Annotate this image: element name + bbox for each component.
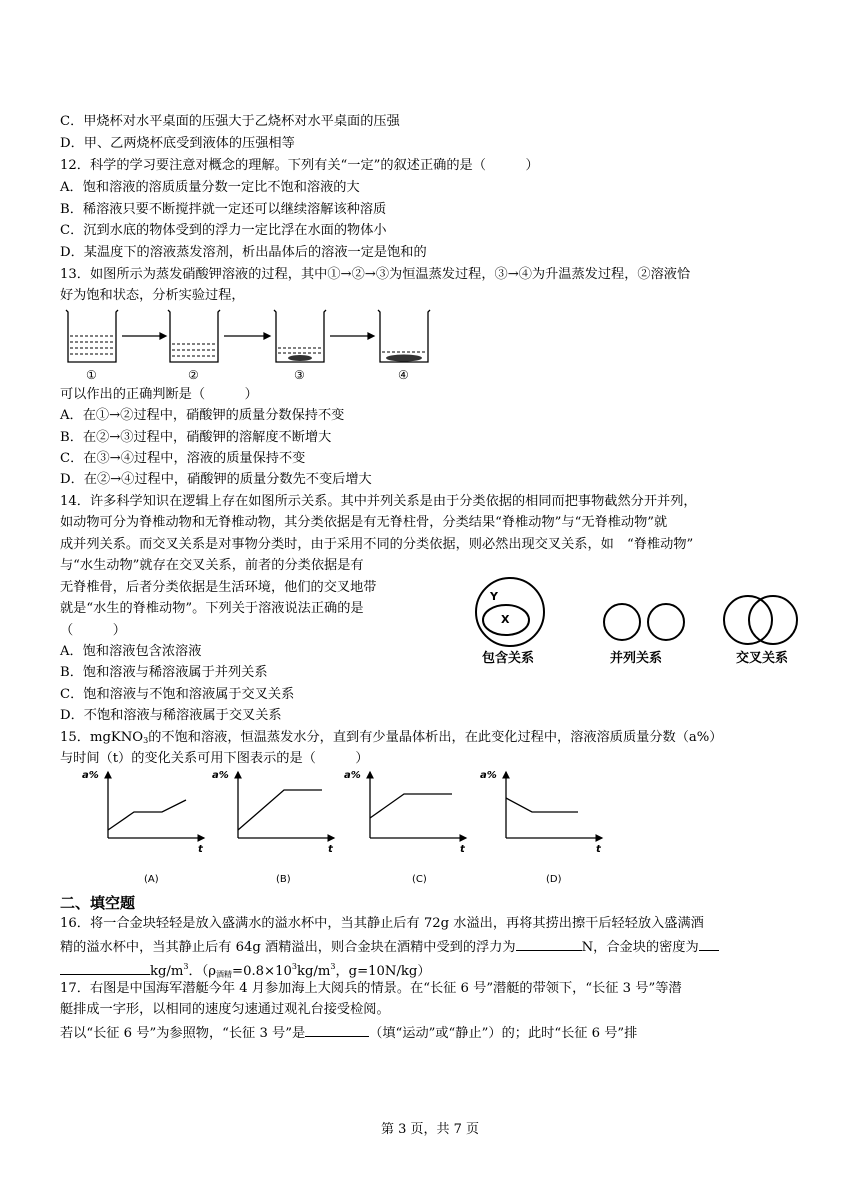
graph-b-y-label: a%: [212, 770, 229, 781]
graph-a-y-label: a%: [82, 770, 99, 781]
graph-b-label: (B): [276, 874, 291, 885]
answer-blank-density[interactable]: [60, 961, 150, 975]
option-12b: B．稀溶液只要不断搅拌就一定还可以继续溶解该种溶质: [60, 202, 387, 217]
question-17-line1: 17．右图是中国海军潜艇今年 4 月参加海上大阅兵的情景。在“长征 6 号”潜艇的带领下，“长征 3 号”等潜: [60, 981, 682, 996]
set-y-letter: Y: [490, 590, 498, 603]
question-14-line2: 如动物可分为脊椎动物和无脊椎动物，其分类依据是有无脊柱骨，分类结果“脊椎动物”与“无脊椎动物”就: [60, 515, 668, 530]
question-14-line3: 成并列关系。而交叉关系是对事物分类时，由于采用不同的分类依据，则必然出现交叉关系，如 “脊椎动物”: [60, 537, 694, 552]
graph-c-y-label: a%: [344, 770, 361, 781]
beaker-label-1: ①: [86, 368, 97, 382]
answer-blank-density-start[interactable]: [699, 937, 719, 951]
question-14-line7: （ ）: [60, 623, 126, 638]
question-17-line2: 艇排成一字形，以相同的速度匀速通过观礼台接受检阅。: [60, 1002, 390, 1017]
question-13-line2: 好为饱和状态，分析实验过程，: [60, 288, 245, 303]
question-13-line1: 13．如图所示为蒸发硝酸钾溶液的过程，其中①→②→③为恒温蒸发过程，③→④为升温蒸发过程，②溶液恰: [60, 267, 691, 282]
beaker-label-4: ④: [398, 368, 409, 382]
graph-c-label: (C): [412, 874, 427, 885]
set-x-letter: X: [501, 613, 510, 626]
question-13-line3: 可以作出的正确判断是（ ）: [60, 387, 258, 402]
option-14b: B．饱和溶液与稀溶液属于并列关系: [60, 665, 268, 680]
option-14d: D．不饱和溶液与稀溶液属于交叉关系: [60, 708, 282, 723]
question-16-line3: $kg/m^3$．（$\rho_{酒精}=0.8\times 10^3kg/m^3$，g=10N/kg）: [60, 958, 431, 984]
graph-c-x-label: t: [460, 844, 465, 855]
answer-blank-buoyancy[interactable]: [516, 937, 582, 951]
question-15-line2: 与时间（t）的变化关系可用下图表示的是（ ）: [60, 751, 369, 766]
beaker-label-2: ②: [188, 368, 199, 382]
question-15-line1: 15．mgKNO$_3$的不饱和溶液，恒温蒸发水分，直到有少量晶体析出，在此变化过程中，溶液溶质质量分数（a%）: [60, 730, 723, 745]
section-title: 二、填空题: [60, 894, 136, 912]
evaporation-beakers-figure: [60, 306, 440, 384]
option-13c: C．在③→④过程中，溶液的质量保持不变: [60, 451, 306, 466]
question-14-line4: 与“水生动物”就存在交叉关系，前者的分类依据是有: [60, 558, 364, 573]
question-16-line1: 16．将一合金块轻轻是放入盛满水的溢水杯中，当其静止后有 72g 水溢出，再将其捞出擦干后轻轻放入盛满酒: [60, 916, 704, 931]
intersection-label: 交叉关系: [736, 651, 789, 666]
relation-diagrams-figure: [468, 576, 838, 672]
mass-fraction-graphs-figure: [78, 766, 618, 890]
option-14a: A．饱和溶液包含浓溶液: [60, 644, 202, 659]
graph-d-x-label: t: [596, 844, 601, 855]
option-13b: B．在②→③过程中，硝酸钾的溶解度不断增大: [60, 430, 332, 445]
option-11c: C．甲烧杯对水平桌面的压强大于乙烧杯对水平桌面的压强: [60, 114, 400, 129]
option-12d: D．某温度下的溶液蒸发溶剂，析出晶体后的溶液一定是饱和的: [60, 245, 427, 260]
option-12c: C．沉到水底的物体受到的浮力一定比浮在水面的物体小: [60, 223, 387, 238]
graph-d-y-label: a%: [480, 770, 497, 781]
question-14-line5: 无脊椎骨，后者分类依据是生活环境，他们的交叉地带: [60, 580, 377, 595]
question-14-line6: 就是“水生的脊椎动物”。下列关于溶液说法正确的是: [60, 601, 364, 616]
graph-a-x-label: t: [198, 844, 203, 855]
question-12: 12．科学的学习要注意对概念的理解。下列有关“一定”的叙述正确的是（ ）: [60, 158, 539, 173]
question-14-line1: 14．许多科学知识在逻辑上存在如图所示关系。其中并列关系是由于分类依据的相同而把事物截然分开并列，: [60, 494, 697, 509]
page-footer: 第 3 页，共 7 页: [380, 1122, 480, 1137]
graph-b-x-label: t: [328, 844, 333, 855]
option-13a: A．在①→②过程中，硝酸钾的质量分数保持不变: [60, 408, 345, 423]
graph-a-label: (A): [144, 874, 159, 885]
answer-blank-motion[interactable]: [305, 1023, 369, 1037]
question-16-line2: 精的溢水杯中，当其静止后有 64g 酒精溢出，则合金块在酒精中受到的浮力为 N，合金块的密度为: [60, 937, 719, 957]
option-13d: D．在②→④过程中，硝酸钾的质量分数先不变后增大: [60, 472, 372, 487]
parallel-label: 并列关系: [610, 651, 663, 666]
inclusion-label: 包含关系: [482, 651, 535, 666]
question-17-line3: 若以“长征 6 号”为参照物，“长征 3 号”是 （填“运动”或“静止”）的；此时“长征 6 号”排: [60, 1023, 637, 1043]
option-14c: C．饱和溶液与不饱和溶液属于交叉关系: [60, 687, 295, 702]
beaker-label-3: ③: [294, 368, 305, 382]
graph-d-label: (D): [546, 874, 562, 885]
option-12a: A．饱和溶液的溶质质量分数一定比不饱和溶液的大: [60, 180, 360, 195]
option-11d: D．甲、乙两烧杯底受到液体的压强相等: [60, 136, 295, 151]
